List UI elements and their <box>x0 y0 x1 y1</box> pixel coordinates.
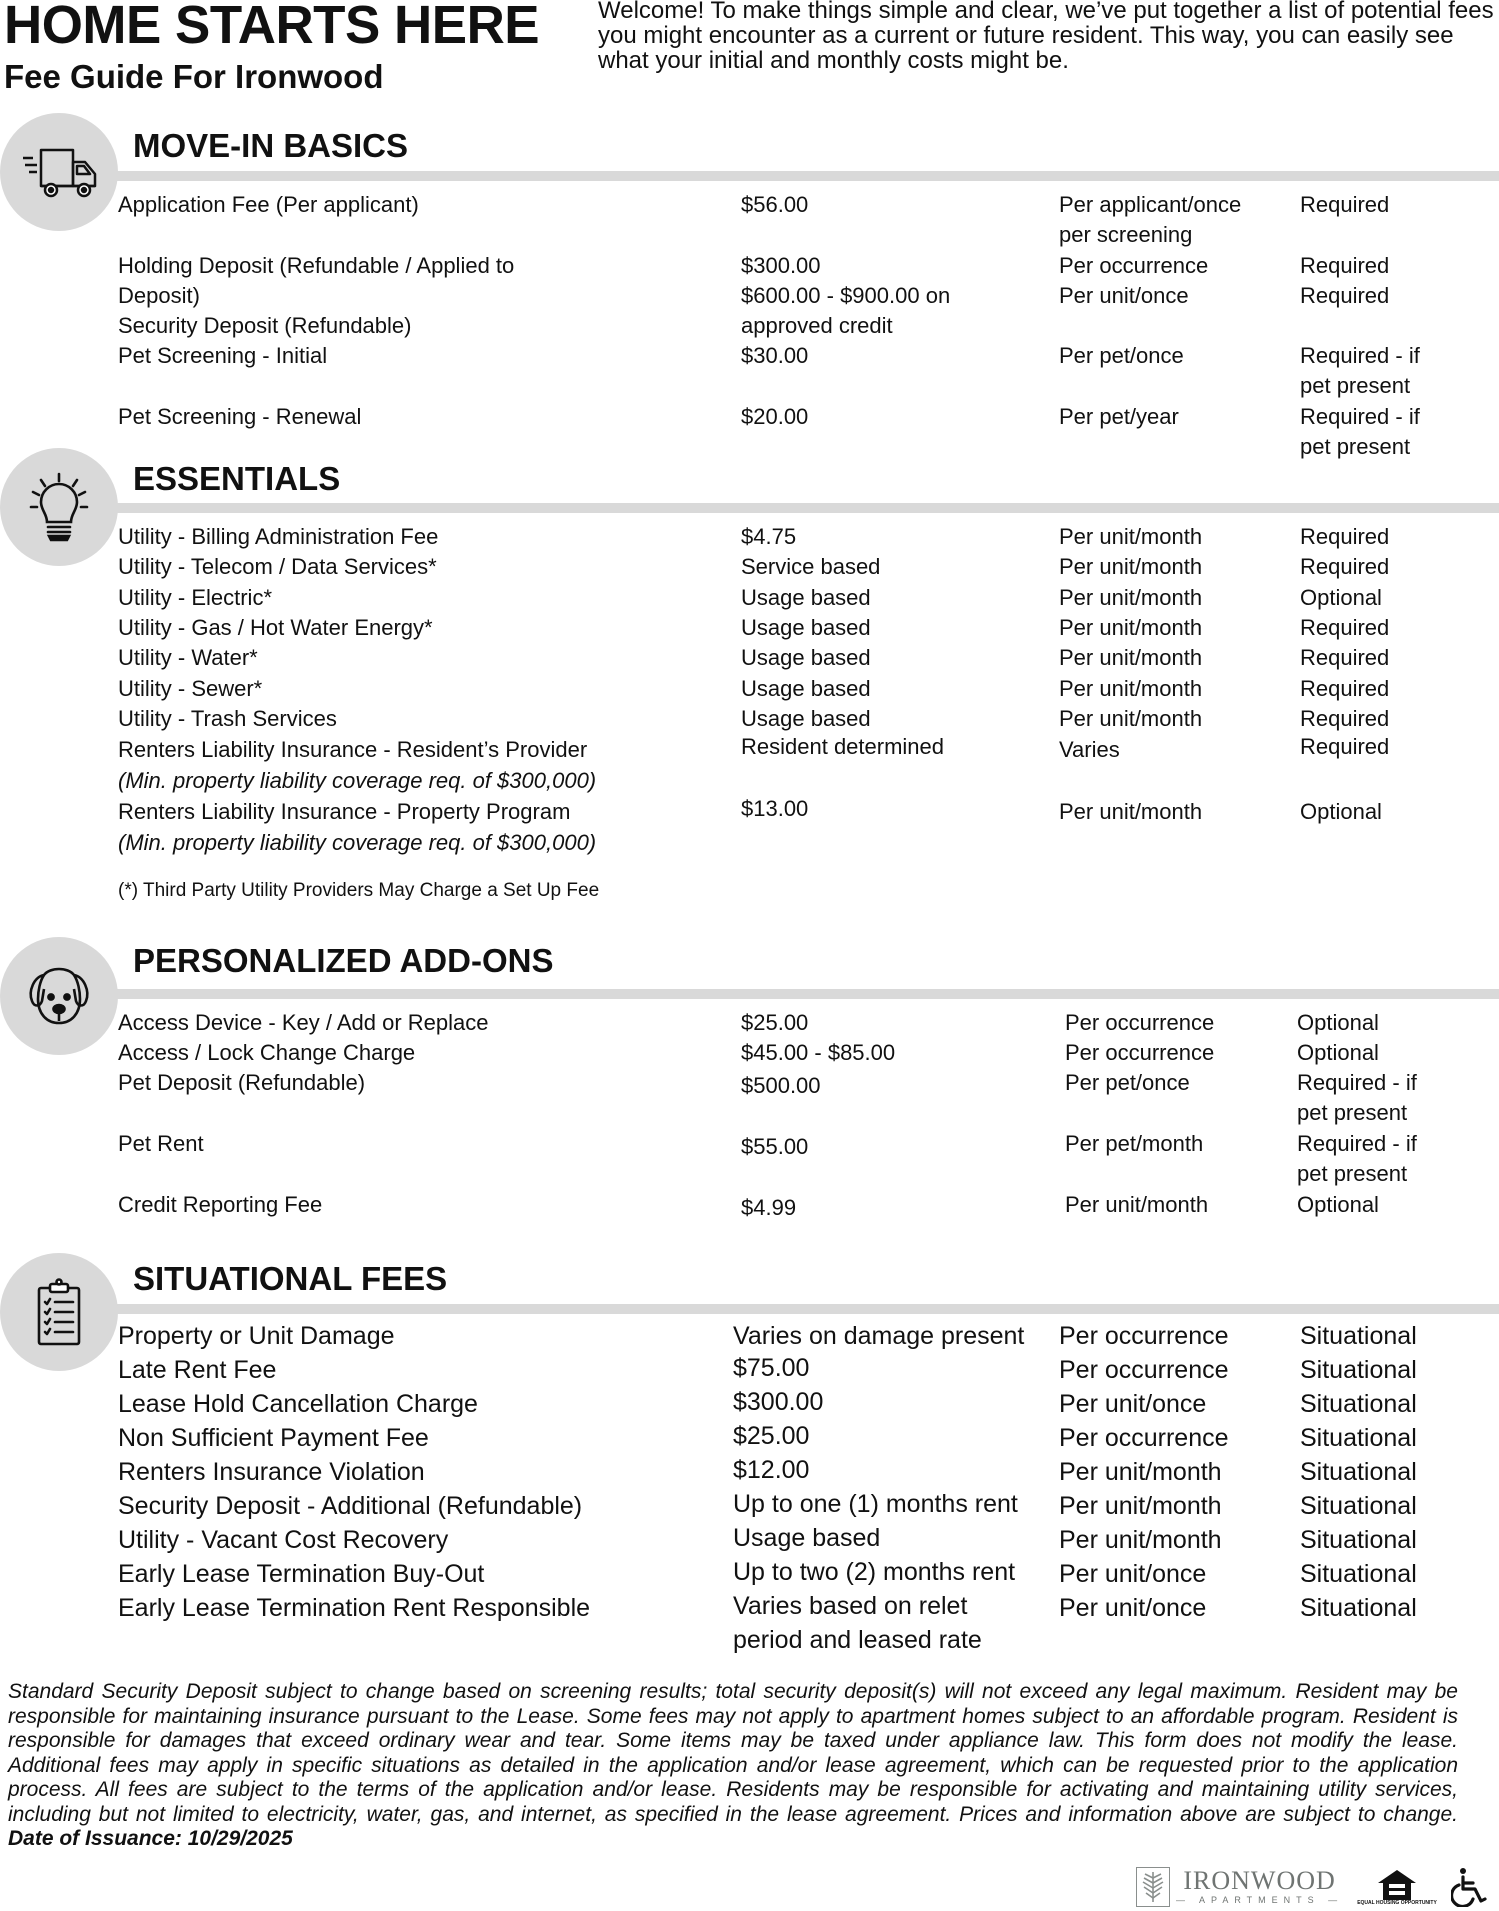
fee-amount: Up to two (2) months rent <box>733 1558 1016 1586</box>
footer-logos <box>1136 1866 1487 1908</box>
fee-amount: Varies on damage present <box>733 1322 1025 1350</box>
fee-frequency: Per unit/month <box>1059 645 1203 670</box>
fee-requirement: Situational <box>1300 1526 1417 1554</box>
fee-name: Utility - Vacant Cost Recovery <box>118 1526 449 1554</box>
fee-requirement: Required <box>1300 615 1390 640</box>
fee-amount: $30.00 <box>741 343 809 368</box>
fee-requirement: Required - if pet present <box>1297 1131 1417 1186</box>
fee-name: Pet Screening - Renewal <box>118 404 362 429</box>
fee-amount: $25.00 <box>733 1422 810 1450</box>
fee-requirement: Optional <box>1300 799 1382 824</box>
fee-requirement: Optional <box>1297 1192 1379 1217</box>
fee-name: Non Sufficient Payment Fee <box>118 1424 429 1452</box>
disclaimer-body: Standard Security Deposit subject to change based on screening results; total security deposit(s) will not exceed any legal maximum. Resident may be responsible for maintaining insurance pursuant to the Lease. Some fees may not apply to apartment homes subject to an affordable program. Resident is responsible for damages that exceed ordinary wear and tear. Some items may be taxed under appliance law. This form does not modify the lease. Additional fees may apply in specific situations as detailed in the application and/or lease agreement, which can be requested prior to the application process. All fees are subject to the terms of the application and/or lease. Residents may be responsible for activating and maintaining utility services, including but not limited to electricity, water, gas, and internet, as specified in the lease agreement. Prices and information above are subject to change. <box>8 1680 1458 1826</box>
fee-name: Early Lease Termination Rent Responsible <box>118 1594 591 1622</box>
fee-amount: $12.00 <box>733 1456 810 1484</box>
page-subtitle: Fee Guide For Ironwood <box>4 58 384 95</box>
fee-amount: $55.00 <box>741 1134 809 1159</box>
fee-name: Early Lease Termination Buy-Out <box>118 1560 485 1588</box>
fee-requirement: Situational <box>1300 1322 1417 1350</box>
page-title: HOME STARTS HERE <box>4 0 540 55</box>
fee-amount: $13.00 <box>741 796 809 821</box>
fee-requirement: Required <box>1300 554 1390 579</box>
fee-amount: $25.00 <box>741 1010 809 1035</box>
fee-requirement: Situational <box>1300 1458 1417 1486</box>
fee-amount: Varies based on relet period and leased rate <box>733 1592 982 1654</box>
section-title: SITUATIONAL FEES <box>133 1260 448 1297</box>
fee-amount: Usage based <box>741 706 871 731</box>
fee-frequency: Per unit/month <box>1059 585 1203 610</box>
fee-amount: Usage based <box>741 645 871 670</box>
fee-requirement: Required <box>1300 524 1390 549</box>
section-title: ESSENTIALS <box>133 460 341 497</box>
clipboard-checklist-icon <box>36 1278 82 1346</box>
fee-frequency: Per unit/month <box>1059 615 1203 640</box>
fee-name: Renters Insurance Violation <box>118 1458 425 1486</box>
fee-frequency: Per pet/once <box>1065 1070 1190 1095</box>
fee-frequency: Per occurrence <box>1059 1322 1229 1350</box>
fee-requirement: Situational <box>1300 1594 1417 1622</box>
fee-requirement: Situational <box>1300 1492 1417 1520</box>
fee-name: Late Rent Fee <box>118 1356 277 1384</box>
fee-requirement: Situational <box>1300 1560 1417 1588</box>
fee-requirement: Required <box>1300 734 1390 759</box>
fee-requirement: Required - if pet present <box>1300 404 1420 459</box>
lightbulb-icon <box>29 472 89 542</box>
fee-name: Access / Lock Change Charge <box>118 1040 416 1065</box>
fee-note: (Min. property liability coverage req. of $300,000) <box>118 768 597 793</box>
fee-amount: $45.00 - $85.00 <box>741 1040 896 1065</box>
section-icon-circle <box>0 1253 118 1371</box>
fee-amount: $56.00 <box>741 192 809 217</box>
fee-name: Security Deposit (Refundable) <box>118 313 412 338</box>
fee-name: Pet Deposit (Refundable) <box>118 1070 366 1095</box>
utility-footnote: (*) Third Party Utility Providers May Charge a Set Up Fee <box>118 880 600 901</box>
fee-requirement: Required <box>1300 676 1390 701</box>
fee-frequency: Per unit/month <box>1059 1526 1222 1554</box>
fee-requirement: Required <box>1300 645 1390 670</box>
section-title: MOVE-IN BASICS <box>133 127 409 164</box>
fee-frequency: Per unit/month <box>1059 1458 1222 1486</box>
fee-name: Utility - Water* <box>118 645 258 670</box>
fee-name: Utility - Gas / Hot Water Energy* <box>118 615 433 640</box>
fee-frequency: Per unit/once <box>1059 1560 1207 1588</box>
fee-name: Utility - Trash Services <box>118 706 337 731</box>
disclaimer-text <box>8 1680 1458 1852</box>
section-divider <box>100 989 1499 999</box>
fee-requirement: Situational <box>1300 1356 1417 1384</box>
fee-requirement: Optional <box>1297 1010 1379 1035</box>
fee-name: Utility - Sewer* <box>118 676 263 701</box>
fee-frequency: Per unit/month <box>1059 706 1203 731</box>
fee-amount: $4.99 <box>741 1195 797 1220</box>
fee-amount: $500.00 <box>741 1073 821 1098</box>
fee-amount: $20.00 <box>741 404 809 429</box>
fee-frequency: Per occurrence <box>1059 1424 1229 1452</box>
fee-frequency: Per unit/month <box>1059 799 1203 824</box>
fee-name: Property or Unit Damage <box>118 1322 395 1350</box>
section-icon-circle <box>0 448 118 566</box>
fee-requirement: Optional <box>1297 1040 1379 1065</box>
fee-amount: $75.00 <box>733 1354 810 1382</box>
fee-amount: Usage based <box>741 615 871 640</box>
fee-frequency: Per unit/once <box>1059 1390 1207 1418</box>
fee-name: Pet Rent <box>118 1131 204 1156</box>
ironwood-leaf-logo-icon <box>1136 1867 1170 1907</box>
fee-frequency: Per applicant/once per screening <box>1059 192 1242 247</box>
fee-frequency: Per unit/month <box>1059 524 1203 549</box>
brand-subtitle: — APARTMENTS — <box>1176 1895 1344 1905</box>
fee-amount: Up to one (1) months rent <box>733 1490 1018 1518</box>
section-divider <box>100 171 1499 181</box>
fee-name: Utility - Billing Administration Fee <box>118 524 439 549</box>
fee-requirement: Required <box>1300 283 1390 308</box>
fee-frequency: Per unit/month <box>1059 554 1203 579</box>
fee-requirement: Optional <box>1300 585 1382 610</box>
fee-amount: $300.00 <box>733 1388 824 1416</box>
fee-frequency: Per occurrence <box>1065 1010 1215 1035</box>
fee-requirement: Required - if pet present <box>1300 343 1420 398</box>
dog-icon <box>26 963 92 1029</box>
fee-name: Access Device - Key / Add or Replace <box>118 1010 489 1035</box>
truck-icon <box>21 144 97 200</box>
fee-frequency: Varies <box>1059 737 1120 762</box>
fee-frequency: Per pet/month <box>1065 1131 1204 1156</box>
fee-name: Renters Liability Insurance - Resident’s Provider <box>118 737 588 762</box>
fee-amount: Usage based <box>733 1524 881 1552</box>
issuance-date: Date of Issuance: 10/29/2025 <box>8 1827 293 1850</box>
fee-name: Lease Hold Cancellation Charge <box>118 1390 478 1418</box>
fee-frequency: Per pet/year <box>1059 404 1179 429</box>
fee-requirement: Situational <box>1300 1390 1417 1418</box>
fee-name: Pet Screening - Initial <box>118 343 328 368</box>
fee-amount: Resident determined <box>741 734 945 759</box>
fee-requirement: Required <box>1300 192 1390 217</box>
fee-frequency: Per unit/month <box>1065 1192 1209 1217</box>
section-title: PERSONALIZED ADD-ONS <box>133 942 554 979</box>
fee-frequency: Per unit/once <box>1059 1594 1207 1622</box>
section-icon-circle <box>0 113 118 231</box>
fee-name: Utility - Electric* <box>118 585 273 610</box>
fee-frequency: Per unit/month <box>1059 676 1203 701</box>
intro-text: Welcome! To make things simple and clear, we’ve put together a list of potential fees you might encounter as a current or future resident. This way, you can easily see what your initial and monthly costs might be. <box>598 0 1494 74</box>
fee-requirement: Required - if pet present <box>1297 1070 1417 1125</box>
equal-housing-icon <box>1377 1869 1417 1901</box>
fee-name: Renters Liability Insurance - Property Program <box>118 799 571 824</box>
fee-frequency: Per occurrence <box>1065 1040 1215 1065</box>
fee-requirement: Situational <box>1300 1424 1417 1452</box>
equal-housing-label: EQUAL HOUSING OPPORTUNITY <box>1357 1899 1437 1906</box>
ironwood-logo <box>1136 1867 1343 1907</box>
fee-frequency: Per occurrence <box>1059 1356 1229 1384</box>
fee-frequency: Per pet/once <box>1059 343 1184 368</box>
fee-note: (Min. property liability coverage req. of $300,000) <box>118 830 597 855</box>
fee-amount: Service based <box>741 554 881 579</box>
section-divider <box>100 503 1499 513</box>
fee-amount: $4.75 <box>741 524 797 549</box>
fee-name: Security Deposit - Additional (Refundable) <box>118 1492 583 1520</box>
fee-amount: Usage based <box>741 676 871 701</box>
fee-amount: $600.00 - $900.00 on approved credit <box>741 283 951 338</box>
fee-frequency: Per unit/once <box>1059 283 1189 308</box>
fee-amount: $300.00 <box>741 253 821 278</box>
brand-name: IRONWOOD <box>1183 1866 1336 1895</box>
fee-frequency: Per occurrence <box>1059 253 1209 278</box>
fee-name: Credit Reporting Fee <box>118 1192 323 1217</box>
fee-requirement: Required <box>1300 706 1390 731</box>
accessibility-icon <box>1451 1867 1487 1907</box>
fee-name: Application Fee (Per applicant) <box>118 192 419 217</box>
fee-name: Utility - Telecom / Data Services* <box>118 554 437 579</box>
section-icon-circle <box>0 937 118 1055</box>
fee-amount: Usage based <box>741 585 871 610</box>
equal-housing-logo <box>1357 1869 1437 1906</box>
fee-frequency: Per unit/month <box>1059 1492 1222 1520</box>
section-divider <box>100 1304 1499 1314</box>
fee-requirement: Required <box>1300 253 1390 278</box>
fee-name: Holding Deposit (Refundable / Applied to Deposit) <box>118 253 515 308</box>
